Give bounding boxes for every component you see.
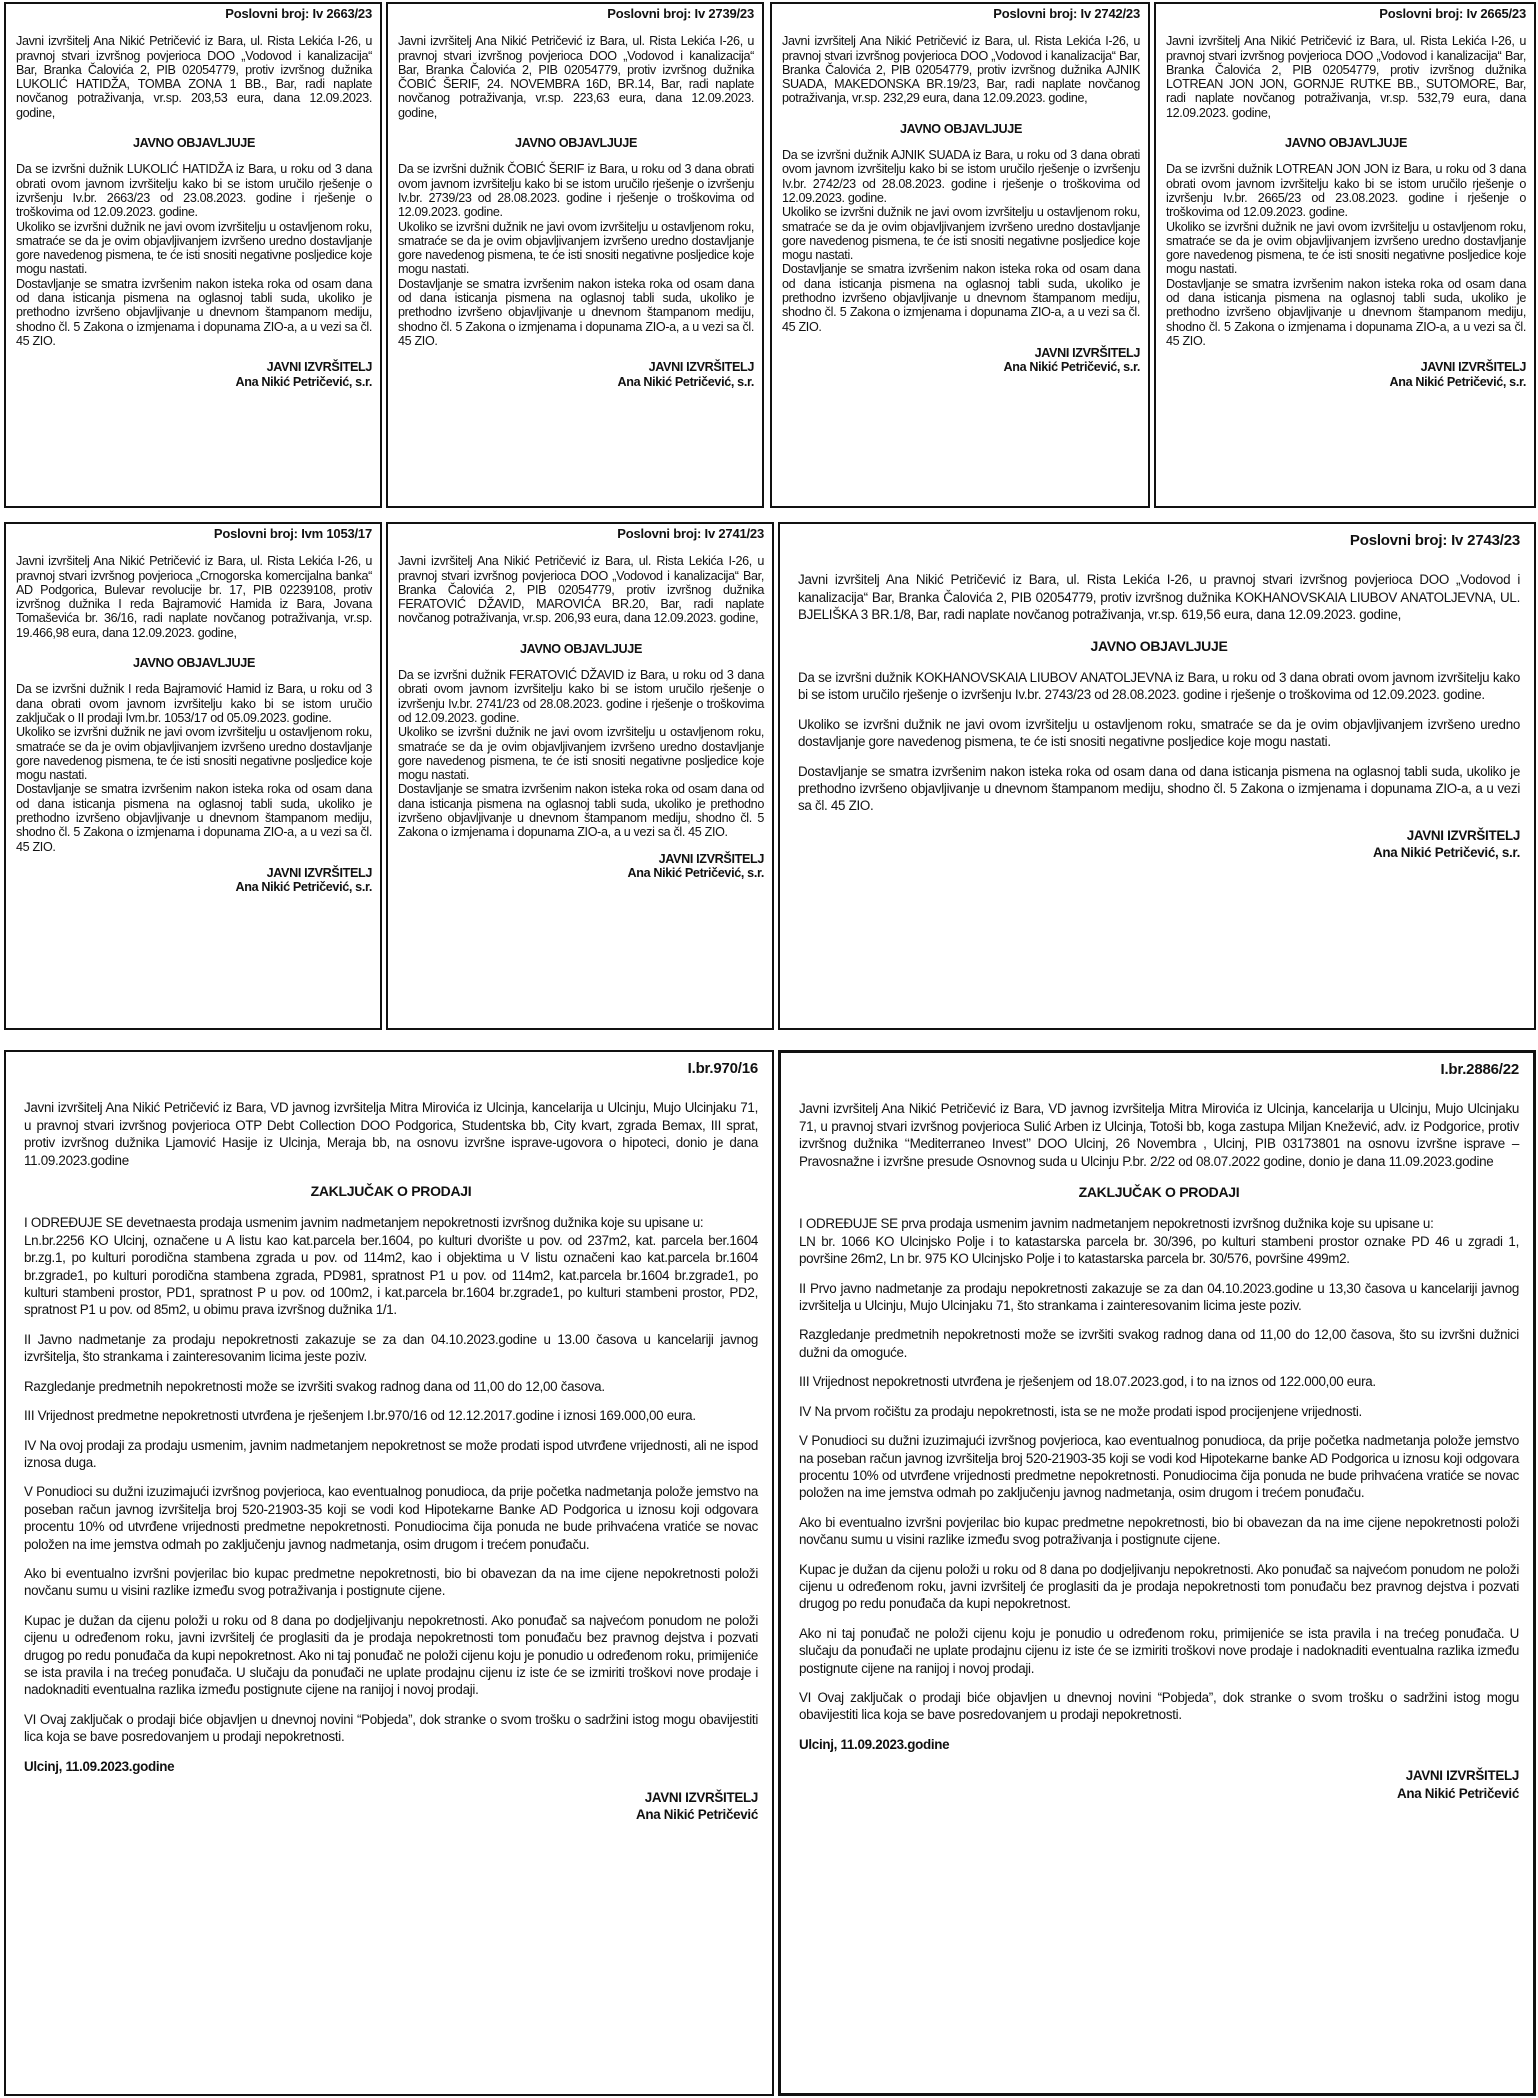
notice-paragraph: Ako bi eventualno izvršni povjerilac bio kupac predmetne nepokretnosti, bio bi obavezan da na ime cijene nepokretnosti položi novčanu sumu u visini razlike između svog potraživanja i postignute cijene. xyxy=(24,1565,758,1599)
signature xyxy=(782,346,1140,375)
notice-date: Ulcinj, 11.09.2023.godine xyxy=(799,1736,950,1752)
notice-paragraph: Razgledanje predmetnih nepokretnosti može se izvršiti svakog radnog dana od 11,00 do 12,00 časova, što su izvršni dužnici dužni da omoguće. xyxy=(799,1327,1519,1360)
signature-name: Ana Nikić Petričević, s.r. xyxy=(1372,845,1520,861)
notice-body: Da se izvršni dužnik AJNIK SUADA iz Bara, u roku od 3 dana obrati ovom javnom izvršitelju kako bi se istom uručilo rješenje o izvršenju Iv.br. 2742/23 od 28.08.2023. godine i rješenje o troškovima od 12.09.2023. godine. Ukoliko se izvršni dužnik ne javi ovom izvršitelju u ostavljenom roku, smatraće se da je ovim objavljivanjem izvršeno uredno dostavljanje gore navedenog pismena, te će isti snositi negativne posljedice koje mogu nastati. Dostavljanje se smatra izvršenim nakon isteka roka od osam dana od dana isticanja pismena na oglasnoj tabli suda, ukoliko je prethodno izvršeno objavljivanje u dnevnom štampanom mediju, shodno čl. 5 Zakona o izmjenama i dopunama ZIO-a, a u vezi sa čl. 45 ZIO. xyxy=(782,148,1140,334)
signature-name: Ana Nikić Petričević, s.r. xyxy=(627,865,764,880)
signature xyxy=(398,852,764,881)
notice-heading: JAVNO OBJAVLJUJE xyxy=(1284,136,1407,151)
signature-name: Ana Nikić Petričević xyxy=(635,1807,758,1823)
notice-paragraph: I ODREĐUJE SE devetnaesta prodaja usmenim javnim nadmetanjem nepokretnosti izvršnog dužnika koje su upisane u: Ln.br.2256 KO Ulcinj, označene u A listu kao kat.parcela ber.1604, po kulturi dvorište u pov. od 237m2, kat. parcela ber.1604 br.zg.1, po kulturi porodična stambena zgrada u pov. od 114m2, kao i objektima u V listu označeni kao kat.parcela br.1604 br.zgrade1, po kulturi porodična stambena zgrada, PD981, spratnost P1 u pov. od 114m2, kat.parcela br.1604 br.zgrade1, po kulturi stambeni prostor, PD1, spratnost P u pov. od 100m2, i kat.parcela br.1604 br.zgrade1, po kulturi stambeni prostor, PD2, spratnost P1 u pov. od 85m2, u obimu prava izvršnog dužnika 1/1. xyxy=(24,1215,758,1318)
notice-heading: JAVNO OBJAVLJUJE xyxy=(132,136,255,151)
notice-body: Da se izvršni dužnik ČOBIĆ ŠERIF iz Bara, u roku od 3 dana obrati ovom javnom izvršitelju kako bi se istom uručilo rješenje o izvršenju Iv.br. 2739/23 od 28.08.2023. godine i rješenje o troškovima od 12.09.2023. godine. Ukoliko se izvršni dužnik ne javi ovom izvršitelju u ostavljenom roku, smatraće se da je ovim objavljivanjem izvršeno uredno dostavljanje gore navedenog pismena, te će isti snositi negativne posljedice koje mogu nastati. Dostavljanje se smatra izvršenim nakon isteka roka od osam dana od dana isticanja pismena na oglasnoj tabli suda, ukoliko je prethodno izvršeno objavljivanje u dnevnom štampanom mediju, shodno čl. 5 Zakona o izmjenama i dopunama ZIO-a, a u vezi sa čl. 45 ZIO. xyxy=(398,162,754,348)
signature xyxy=(398,360,754,389)
case-number: Poslovni broj: Ivm 1053/17 xyxy=(213,526,372,541)
signature-title: JAVNI IZVRŠITELJ xyxy=(644,1790,758,1805)
notice-body: Da se izvršni dužnik I reda Bajramović Hamid iz Bara, u roku od 3 dana obrati ovom javnom izvršitelju kako bi se istom uručio zaključak o II prodaji Ivm.br. 1053/17 od 05.09.2023. godine. Ukoliko se izvršni dužnik ne javi ovom izvršitelju u ostavljenom roku, smatraće se da je ovim objavljivanjem izvršeno uredno dostavljanje gore navedenog pismena, te će isti snositi negativne posljedice koje mogu nastati. Dostavljanje se smatra izvršenim nakon isteka roka od osam dana od dana isticanja pismena na oglasnoj tabli suda, ukoliko je prethodno izvršeno objavljivanje u dnevnom štampanom mediju, shodno čl. 5 Zakona o izmjenama i dopunama ZIO-a, a u vezi sa čl. 45 ZIO. xyxy=(16,682,372,854)
notice-iv-2741-23 xyxy=(386,522,774,1030)
signature xyxy=(16,866,372,895)
signature-name: Ana Nikić Petričević, s.r. xyxy=(235,374,372,389)
notice-paragraph: II Prvo javno nadmetanje za prodaju nepokretnosti zakazuje se za dan 04.10.2023.godine u 13,30 časova u kancelariji javnog izvršitelja u Ulcinju, Mujo Ulcinjaku 71, što strankama i zainteresovanim licima jeste poziv. xyxy=(799,1280,1519,1314)
case-number: Poslovni broj: Iv 2665/23 xyxy=(1379,6,1526,21)
notice-intro: Javni izvršitelj Ana Nikić Petričević iz Bara, ul. Rista Lekića I-26, u pravnoj stvari izvršnog povjerioca DOO „Vodovod i kanalizacija“ Bar, Branka Čalovića 2, PIB 02054779, protiv izvršnog dužnika LOTREAN JON JON, GORNJE RUTKE BB., SUTOMORE, Bar, radi naplate novčanog potraživanja, vr.sp. 532,79 eura, dana 12.09.2023. godine, xyxy=(1166,34,1526,120)
signature-name: Ana Nikić Petričević xyxy=(1396,1785,1519,1801)
notice-paragraph: II Javno nadmetanje za prodaju nepokretnosti zakazuje se za dan 04.10.2023.godine u 13.00 časova u kancelariji javnog izvršitelja, što strankama i zainteresovanim licima jeste poziv. xyxy=(24,1331,758,1365)
notice-paragraph: III Vrijednost nepokretnosti utvrđena je rješenjem od 18.07.2023.god, i to na iznos od 122.000,00 eura. xyxy=(799,1374,1376,1390)
case-number: Poslovni broj: Iv 2739/23 xyxy=(607,6,754,21)
notice-paragraph: Ako bi eventualno izvršni povjerilac bio kupac predmetne nepokretnosti, bio bi obavezan da na ime cijene nepokretnosti položi novčanu sumu u visini razlike između svog potraživanja i postignute cijene. xyxy=(799,1514,1519,1548)
notice-intro: Javni izvršitelj Ana Nikić Petričević iz Bara, ul. Rista Lekića I-26, u pravnoj stvari izvršnog povjerioca DOO „Vodovod i kanalizacija“ Bar, Branka Čalovića 2, PIB 02054779, protiv izvršnog dužnika ČOBIĆ ŠERIF, 24. NOVEMBRA 16D, BR.14, Bar, radi naplate novčanog potraživanja, vr.sp. 223,63 eura, dana 12.09.2023. godine, xyxy=(398,34,754,120)
signature-name: Ana Nikić Petričević, s.r. xyxy=(1389,374,1526,389)
notice-paragraph: IV Na ovoj prodaji za prodaju usmenim, javnim nadmetanjem nepokretnost se može prodati ispod utvrđene vrijednosti, ali ne ispod iznosa duga. xyxy=(24,1437,758,1470)
notice-paragraph: V Ponudioci su dužni izuzimajući izvršnog povjerioca, kao eventualnog ponudioca, da prije početka nadmetanja polože jemstvo na poseban račun javnog izvršitelja broj 520-21903-35 koji se vodi kod Hipotekarne banke AD Podgorica u iznosu koji odgovara procentu 10% od utvrđene vrijednosti predmetne nepokretnosti. Ponudiocima čija ponuda ne bude prihvaćena vratiće se novac položen na ime jemstva odmah po zaključenju javnog nadmetanja, osim drugom i trećem ponuđaču. xyxy=(799,1433,1519,1501)
notice-paragraph: Razgledanje predmetnih nepokretnosti može se izvršiti svakog radnog dana od 11,00 do 12,00 časova. xyxy=(24,1378,605,1394)
notice-ivm-1053-17 xyxy=(4,522,382,1030)
notice-heading: JAVNO OBJAVLJUJE xyxy=(132,656,255,671)
notice-heading: JAVNO OBJAVLJUJE xyxy=(1090,637,1228,654)
notice-intro: Javni izvršitelj Ana Nikić Petričević iz Bara, ul. Rista Lekića I-26, u pravnoj stvari izvršnog povjerioca DOO „Vodovod i kanalizacija“ Bar, Branka Čalovića 2, PIB 02054779, protiv izvršnog dužnika LUKOLIĆ HATIDŽA, TOMBA ZONA 1 BB., Bar, radi naplate novčanog potraživanja, vr.sp. 203,53 eura, dana 12.09.2023. godine, xyxy=(16,34,372,120)
case-number: Poslovni broj: Iv 2742/23 xyxy=(993,6,1140,21)
notice-paragraph: Ako ni taj ponuđač ne položi cijenu koju je ponudio u određenom roku, primijeniće se ista pravila i na trećeg ponuđača. U slučaju da ponuđači ne uplate prodajnu cijenu iz iste će se izmiriti troškovi nove prodaje i nadoknaditi eventualna razlika između postignute cijene na ranijoj i novoj prodaji. xyxy=(799,1625,1519,1676)
notice-paragraph: III Vrijednost predmetne nepokretnosti utvrđena je rješenjem I.br.970/16 od 12.12.2017.godine i iznosi 169.000,00 eura. xyxy=(24,1408,696,1424)
notice-heading: JAVNO OBJAVLJUJE xyxy=(519,641,642,656)
notice-paragraph: Kupac je dužan da cijenu položi u roku od 8 dana po dodjeljivanju nepokretnosti. Ako ponuđač sa najvećom ponudom ne položi cijenu u određenom roku, javni izvršitelj će proglasiti da je prodaja nepokretnosti tom ponuđaču bez pravnog dejstva i pozvati drugog po redu ponuđača da kupi nepokretnost. xyxy=(799,1561,1519,1612)
notice-paragraph: VI Ovaj zaključak o prodaji biće objavljen u dnevnoj novini “Pobjeda”, dok stranke o svom trošku o sadržini istog mogu obavijestiti lica koja se bave posredovanjem u prodaji nepokretnosti. xyxy=(799,1689,1519,1723)
notice-paragraph: I ODREĐUJE SE prva prodaja usmenim javnim nadmetanjem nepokretnosti izvršnog dužnika koje su upisane u: LN br. 1066 KO Ulcinjsko Polje i to katastarska parcela br. 30/396, po kulturi stambeni prostor oznake PD 46 u zgradi 1, površine 26m2, Ln br. 975 KO Ulcinjsko Polje i to katastarska parcela br. 30/576, površine 499m2. xyxy=(799,1216,1519,1267)
signature-title: JAVNI IZVRŠITELJ xyxy=(1034,345,1140,360)
case-number: Poslovni broj: Iv 2663/23 xyxy=(225,6,372,21)
signature-title: JAVNI IZVRŠITELJ xyxy=(658,851,764,866)
notice-heading: JAVNO OBJAVLJUJE xyxy=(899,121,1022,136)
notice-iv-2743-23 xyxy=(778,522,1536,1030)
notice-paragraph: Da se izvršni dužnik KOKHANOVSKAIA LIUBOV ANATOLJEVNA iz Bara, u roku od 3 dana obrati ovom javnom izvršitelju kako bi se istom uručilo rješenje o izvršenju Iv.br. 2743/23 od 28.08.2023. godine i rješenje o troškovima od 12.09.2023. godine. xyxy=(798,670,1520,703)
notice-heading: ZAKLJUČAK O PRODAJI xyxy=(1078,1184,1240,1201)
signature xyxy=(799,1767,1519,1802)
notice-paragraph: Ukoliko se izvršni dužnik ne javi ovom izvršitelju u ostavljenom roku, smatraće se da je ovim objavljivanjem izvršeno uredno dostavljanje gore navedenog pismena, te će isti snositi negativne posljedice koje mogu nastati. xyxy=(798,716,1520,750)
notice-date: Ulcinj, 11.09.2023.godine xyxy=(24,1758,175,1774)
case-number: Poslovni broj: Iv 2743/23 xyxy=(1349,532,1520,549)
notice-paragraph: V Ponudioci su dužni izuzimajući izvršnog povjerioca, kao eventualnog ponudioca, da prije početka nadmetanja polože jemstvo na poseban račun javnog izvršitelja broj 520-21903-35 koji se vodi kod Hipotekarne Banke AD Podgorica u iznosu koji odgovara procentu 10% od utvrđene vrijednosti predmetne nepokretnosti. Ponudiocima čija ponuda ne bude prihvaćena vratiće se novac položen na ime jemstva odmah po zaključenju javnog nadmetanja, osim drugom i trećem ponuđaču. xyxy=(24,1484,758,1552)
notice-iv-2742-23 xyxy=(770,2,1150,508)
signature-title: JAVNI IZVRŠITELJ xyxy=(1420,360,1526,375)
notice-paragraph: VI Ovaj zaključak o prodaji biće objavljen u dnevnoj novini “Pobjeda”, dok stranke o svom trošku o sadržini istog mogu obavijestiti lica koja se bave posredovanjem u prodaji nepokretnosti. xyxy=(24,1711,758,1745)
notice-heading: ZAKLJUČAK O PRODAJI xyxy=(310,1183,472,1200)
notice-body: Da se izvršni dužnik FERATOVIĆ DŽAVID iz Bara, u roku od 3 dana obrati ovom javnom izvršitelju kako bi se istom uručilo rješenje o izvršenju Iv.br. 2741/23 od 28.08.2023. godine i rješenje o troškovima od 12.09.2023. godine. Ukoliko se izvršni dužnik ne javi ovom izvršitelju u ostavljenom roku, smatraće se da je ovim objavljivanjem izvršeno uredno dostavljanje gore navedenog pismena, te će isti snositi negativne posljedice koje mogu nastati. Dostavljanje se smatra izvršenim nakon isteka roka od osam dana od dana isticanja pismena na oglasnoj tabli suda, ukoliko je prethodno izvršeno objavljivanje u dnevnom štampanom mediju, shodno čl. 5 Zakona o izmjenama i dopunama ZIO-a, a u vezi sa čl. 45 ZIO. xyxy=(398,668,764,840)
case-number: I.br.2886/22 xyxy=(1440,1061,1519,1078)
notice-intro: Javni izvršitelj Ana Nikić Petričević iz Bara, VD javnog izvršitelja Mitra Mirovića iz Ulcinja, kancelarija u Ulcinju, Mujo Ulcinjaku 71, u pravnoj stvari izvršnog povjerioca OTP Debt Collection DOO Podgorica, Studentska bb, City kvart, zgrada Bemax, III sprat, protiv izvršnog dužnika Ljamović Hasije iz Ulcinja, Meraja bb, na osnovu izvršne isprave-ugovora o hipoteci, donio je dana 11.09.2023.godine xyxy=(24,1100,758,1168)
notice-iv-2665-23 xyxy=(1154,2,1536,508)
signature xyxy=(1166,360,1526,389)
notice-paragraph: Dostavljanje se smatra izvršenim nakon isteka roka od osam dana od dana isticanja pismena na oglasnoj tabli suda, ukoliko je prethodno izvršeno objavljivanje u dnevnom štampanom mediju, shodno čl. 5 Zakona o izmjenama i dopunama ZIO-a, a u vezi sa čl. 45 ZIO. xyxy=(798,763,1520,814)
notice-i-br-970-16 xyxy=(4,1050,774,2096)
signature-title: JAVNI IZVRŠITELJ xyxy=(266,865,372,880)
notice-intro: Javni izvršitelj Ana Nikić Petričević iz Bara, ul. Rista Lekića I-26, u pravnoj stvari izvršnog povjerioca DOO „Vodovod i kanalizacija“ Bar, Branka Čalovića 2, PIB 02054779, protiv izvršnog dužnika KOKHANOVSKAIA LIUBOV ANATOLJEVNA, UL. BJELIŠKA 3 BR.1/8, Bar, radi naplate novčanog potraživanja, vr.sp. 619,56 eura, dana 12.09.2023. godine, xyxy=(798,572,1520,623)
notice-intro: Javni izvršitelj Ana Nikić Petričević iz Bara, ul. Rista Lekića I-26, u pravnoj stvari izvršnog povjerioca DOO „Vodovod i kanalizacija“ Bar, Branka Čalovića 2, PIB 02054779, protiv izvršnog dužnika FERATOVIĆ DŽAVID, MAROVIĆA BR.20, Bar, radi naplate novčanog potraživanja, vr.sp. 206,93 eura, dana 12.09.2023. godine, xyxy=(398,554,764,626)
case-number: Poslovni broj: Iv 2741/23 xyxy=(617,526,764,541)
notice-body: Da se izvršni dužnik LUKOLIĆ HATIDŽA iz Bara, u roku od 3 dana obrati ovom javnom izvršitelju kako bi se istom uručilo rješenje o izvršenju Iv.br. 2663/23 od 23.08.2023. godine i rješenje o troškovima od 12.09.2023. godine. Ukoliko se izvršni dužnik ne javi ovom izvršitelju u ostavljenom roku, smatraće se da je ovim objavljivanjem izvršeno uredno dostavljanje gore navedenog pismena, te će isti snositi negativne posljedice koje mogu nastati. Dostavljanje se smatra izvršenim nakon isteka roka od osam dana od dana isticanja pismena na oglasnoj tabli suda, ukoliko je prethodno izvršeno objavljivanje u dnevnom štampanom mediju, shodno čl. 5 Zakona o izmjenama i dopunama ZIO-a, a u vezi sa čl. 45 ZIO. xyxy=(16,162,372,348)
notice-paragraph: Kupac je dužan da cijenu položi u roku od 8 dana po dodjeljivanju nepokretnosti. Ako ponuđač sa najvećom ponudom ne položi cijenu u određenom roku, javni izvršitelj će proglasiti da je prodaja nepokretnosti tom ponuđaču bez pravnog dejstva i pozvati drugog po redu ponuđača da kupi nepokretnost. Ako ni taj ponuđač ne položi cijenu koju je ponudio u određenom roku, primijeniće se ista pravila i na trećeg ponuđača. U slučaju da ponuđači ne uplate prodajnu cijenu iz iste će se izmiriti troškovi nove prodaje i nadoknaditi eventualna razlika između postignute cijene na ranijoj i novoj prodaji. xyxy=(24,1612,758,1698)
signature xyxy=(798,827,1520,862)
notice-paragraph: IV Na prvom ročištu za prodaju nepokretnosti, ista se ne može prodati ispod procijenjene vrijednosti. xyxy=(799,1403,1362,1419)
notice-i-br-2886-22 xyxy=(778,1050,1536,2096)
signature-name: Ana Nikić Petričević, s.r. xyxy=(1003,360,1140,375)
signature-name: Ana Nikić Petričević, s.r. xyxy=(617,374,754,389)
notice-intro: Javni izvršitelj Ana Nikić Petričević iz Bara, ul. Rista Lekića I-26, u pravnoj stvari izvršnog povjerioca DOO „Vodovod i kanalizacija“ Bar, Branka Čalovića 2, PIB 02054779, protiv izvršnog dužnika AJNIK SUADA, MAKEDONSKA BR.19/23, Bar, radi naplate novčanog potraživanja, vr.sp. 232,29 eura, dana 12.09.2023. godine, xyxy=(782,34,1140,106)
notice-intro: Javni izvršitelj Ana Nikić Petričević iz Bara, VD javnog izvršitelja Mitra Mirovića iz Ulcinja, kancelarija u Ulcinju, Mujo Ulcinjaku 71, u pravnoj stvari izvršnog povjerioca Sulić Arben iz Ulcinja, Totoši bb, koga zastupa Miljan Knežević, adv. iz Podgorice, protiv izvršnog dužnika ‘‘Mediterraneo Invest’’ DOO Ulcinj, 26 Novembra , Ulcinj, PIB 03173801 na osnovu izvršne isprave – Pravosnažne i izvršne presude Osnovnog suda u Ulcinju P.br. 2/22 od 08.07.2022 godine, donio je dana 11.09.2023.godine xyxy=(799,1101,1519,1169)
signature-title: JAVNI IZVRŠITELJ xyxy=(1405,1768,1519,1784)
signature-name: Ana Nikić Petričević, s.r. xyxy=(235,880,372,895)
notice-iv-2739-23 xyxy=(386,2,764,508)
notice-body: Da se izvršni dužnik LOTREAN JON JON iz Bara, u roku od 3 dana obrati ovom javnom izvršitelju kako bi se istom uručilo rješenje o izvršenju Iv.br. 2665/23 od 23.08.2023. godine i rješenje o troškovima od 12.09.2023. godine. Ukoliko se izvršni dužnik ne javi ovom izvršitelju u ostavljenom roku, smatraće se da je ovim objavljivanjem izvršeno uredno dostavljanje gore navedenog pismena, te će isti snositi negativne posljedice koje mogu nastati. Dostavljanje se smatra izvršenim nakon isteka roka od osam dana od dana isticanja pismena na oglasnoj tabli suda, ukoliko je prethodno izvršeno objavljivanje u dnevnom štampanom mediju, shodno čl. 5 Zakona o izmjenama i dopunama ZIO-a, a u vezi sa čl. 45 ZIO. xyxy=(1166,162,1526,348)
case-number: I.br.970/16 xyxy=(687,1060,758,1077)
signature-title: JAVNI IZVRŠITELJ xyxy=(648,360,754,375)
notice-intro: Javni izvršitelj Ana Nikić Petričević iz Bara, ul. Rista Lekića I-26, u pravnoj stvari izvršnog povjerioca „Crnogorska komercijalna banka“ AD Podgorica, Bulevar revolucije br. 17, PIB 02239108, protiv izvršnog dužnika I reda Bajramović Hamida iz Bara, Jovana Tomaševića br. 36/16, radi naplate novčanog potraživanja, vr.sp. 19.466,98 eura, dana 12.09.2023. godine, xyxy=(16,554,372,640)
notice-iv-2663-23 xyxy=(4,2,382,508)
signature xyxy=(24,1789,758,1824)
signature xyxy=(16,360,372,389)
signature-title: JAVNI IZVRŠITELJ xyxy=(266,360,372,375)
notice-heading: JAVNO OBJAVLJUJE xyxy=(514,136,637,151)
signature-title: JAVNI IZVRŠITELJ xyxy=(1406,827,1520,843)
